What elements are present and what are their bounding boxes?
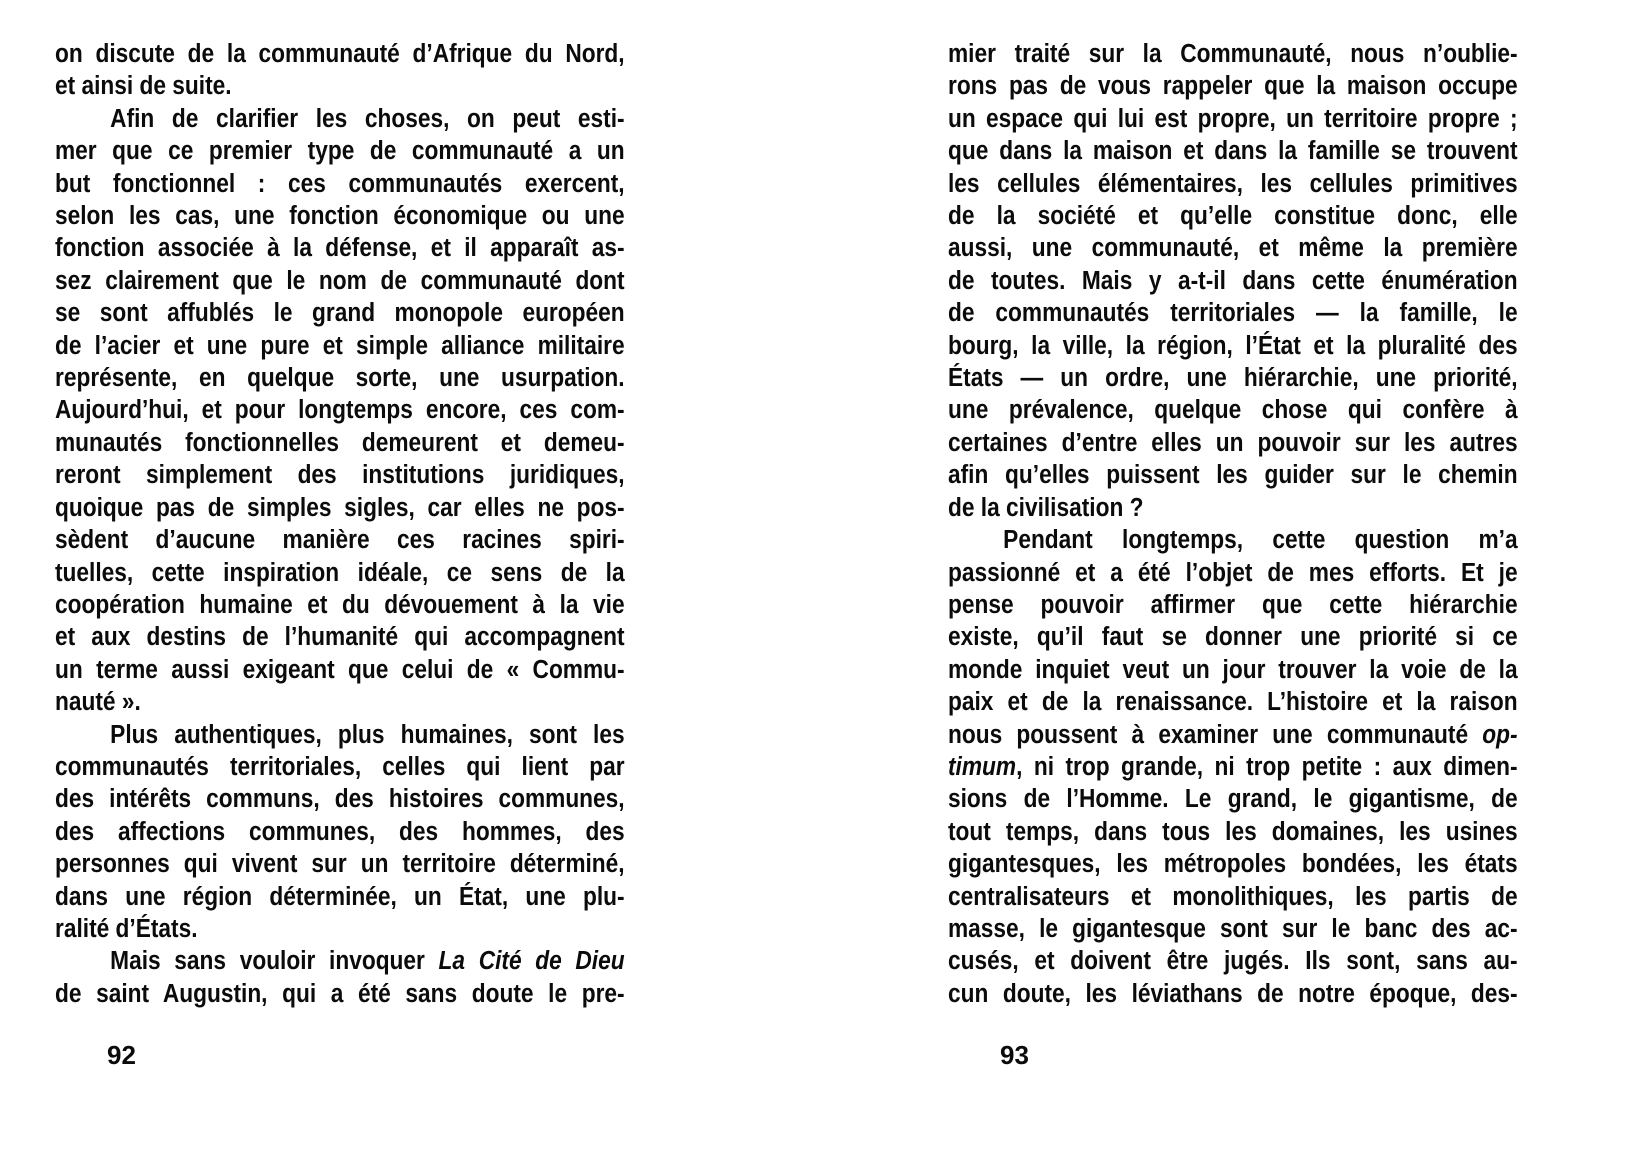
text-segment: coopération humaine et du dévouement à la vie bbox=[55, 590, 625, 619]
text-line bbox=[948, 265, 1518, 297]
text-segment: tuelles, cette inspiration idéale, ce sens de la bbox=[55, 558, 625, 587]
text-line bbox=[55, 103, 625, 135]
text-line bbox=[948, 168, 1518, 200]
text-segment: cun doute, les léviathans de notre époque, des- bbox=[948, 979, 1518, 1008]
text-segment: une prévalence, quelque chose qui confère à bbox=[948, 396, 1518, 425]
text-line bbox=[948, 719, 1518, 751]
text-segment: afin qu’elles puissent les guider sur le chemin bbox=[948, 461, 1518, 490]
paragraph bbox=[55, 719, 625, 946]
paragraph bbox=[55, 38, 625, 103]
text-segment: centralisateurs et monolithiques, les partis de bbox=[948, 882, 1518, 911]
text-line bbox=[948, 783, 1518, 815]
text-line bbox=[948, 297, 1518, 329]
text-line bbox=[55, 881, 625, 913]
text-segment: Plus authentiques, plus humaines, sont les bbox=[110, 720, 625, 749]
text-line bbox=[55, 589, 625, 621]
text-segment: sez clairement que le nom de communauté dont bbox=[55, 266, 625, 295]
text-line bbox=[55, 38, 625, 70]
text-line bbox=[55, 427, 625, 459]
paragraph bbox=[55, 945, 625, 1010]
text-line bbox=[55, 265, 625, 297]
text-segment: Aujourd’hui, et pour longtemps encore, ces com- bbox=[55, 396, 625, 425]
text-line bbox=[55, 978, 625, 1010]
text-line bbox=[55, 621, 625, 653]
text-segment: selon les cas, une fonction économique ou une bbox=[55, 202, 625, 231]
text-segment: but fonctionnel : ces communautés exercent, bbox=[55, 169, 625, 198]
text-segment: sèdent d’aucune manière ces racines spiri- bbox=[55, 526, 625, 555]
text-segment: mier traité sur la Communauté, nous n’oublie- bbox=[948, 40, 1518, 68]
text-line bbox=[55, 686, 625, 718]
text-line bbox=[948, 394, 1518, 426]
text-segment: paix et de la renaissance. L’histoire et la raison bbox=[948, 688, 1518, 717]
text-line bbox=[55, 945, 625, 977]
text-segment: rons pas de vous rappeler que la maison occupe bbox=[948, 72, 1518, 101]
text-line bbox=[948, 654, 1518, 686]
text-segment: se sont affublés le grand monopole européen bbox=[55, 299, 625, 328]
text-line bbox=[55, 330, 625, 362]
text-line bbox=[948, 816, 1518, 848]
italic-text: op- bbox=[1482, 720, 1518, 749]
text-segment: quoique pas de simples sigles, car elles ne pos- bbox=[55, 493, 625, 522]
text-line bbox=[55, 362, 625, 394]
text-segment: représente, en quelque sorte, une usurpation. bbox=[55, 364, 625, 393]
text-line bbox=[55, 848, 625, 880]
text-segment: les cellules élémentaires, les cellules primitives bbox=[948, 169, 1518, 198]
text-line bbox=[948, 945, 1518, 977]
text-line bbox=[55, 719, 625, 751]
text-segment: de la civilisation ? bbox=[948, 493, 1144, 522]
text-segment: on discute de la communauté d’Afrique du Nord, bbox=[55, 40, 625, 68]
paragraph bbox=[948, 524, 1518, 1010]
text-line bbox=[55, 557, 625, 589]
text-line bbox=[55, 783, 625, 815]
text-segment: Mais sans vouloir invoquer bbox=[110, 947, 439, 976]
italic-text: timum bbox=[948, 752, 1017, 781]
text-line bbox=[55, 913, 625, 945]
text-segment: aussi, une communauté, et même la première bbox=[948, 234, 1518, 263]
text-line bbox=[55, 394, 625, 426]
text-segment: un terme aussi exigeant que celui de « Commu- bbox=[55, 655, 625, 684]
text-segment: que dans la maison et dans la famille se trouvent bbox=[948, 137, 1518, 166]
text-segment: un espace qui lui est propre, un territoire propre ; bbox=[948, 104, 1518, 133]
text-line bbox=[55, 70, 625, 102]
text-segment: personnes qui vivent sur un territoire déterminé, bbox=[55, 850, 625, 879]
text-segment: Afin de clarifier les choses, on peut esti- bbox=[110, 104, 625, 133]
text-line bbox=[948, 200, 1518, 232]
text-segment: des affections communes, des hommes, des bbox=[55, 817, 625, 846]
text-segment: de saint Augustin, qui a été sans doute le pre- bbox=[55, 979, 625, 1008]
paragraph bbox=[948, 38, 1518, 524]
text-line bbox=[948, 913, 1518, 945]
italic-text: La Cité de Dieu bbox=[438, 947, 625, 976]
text-line bbox=[55, 135, 625, 167]
text-segment: nauté ». bbox=[55, 688, 141, 717]
text-segment: certaines d’entre elles un pouvoir sur les autres bbox=[948, 428, 1518, 457]
text-segment: de toutes. Mais y a-t-il dans cette énumération bbox=[948, 266, 1518, 295]
page-left bbox=[55, 38, 695, 1010]
text-segment: , ni trop grande, ni trop petite : aux dimen- bbox=[1016, 752, 1518, 781]
text-line bbox=[948, 881, 1518, 913]
text-line bbox=[55, 492, 625, 524]
paragraph bbox=[55, 103, 625, 719]
text-line bbox=[55, 297, 625, 329]
text-line bbox=[948, 459, 1518, 491]
text-line bbox=[948, 557, 1518, 589]
text-segment: et aux destins de l’humanité qui accompagnent bbox=[55, 623, 625, 652]
text-line bbox=[55, 654, 625, 686]
text-line bbox=[948, 751, 1518, 783]
text-segment: États — un ordre, une hiérarchie, une priorité, bbox=[948, 364, 1518, 393]
text-line bbox=[948, 427, 1518, 459]
text-line bbox=[948, 362, 1518, 394]
text-segment: de communautés territoriales — la famille, le bbox=[948, 299, 1518, 328]
text-segment: munautés fonctionnelles demeurent et demeu- bbox=[55, 428, 625, 457]
text-segment: et ainsi de suite. bbox=[55, 72, 232, 101]
text-line bbox=[948, 492, 1518, 524]
page-right-text bbox=[948, 38, 1518, 1010]
text-line bbox=[55, 524, 625, 556]
text-segment: mer que ce premier type de communauté a un bbox=[55, 137, 625, 166]
text-line bbox=[55, 816, 625, 848]
text-line bbox=[55, 459, 625, 491]
text-line bbox=[55, 200, 625, 232]
text-segment: communautés territoriales, celles qui lient par bbox=[55, 752, 625, 781]
text-line bbox=[948, 70, 1518, 102]
text-segment: monde inquiet veut un jour trouver la voie de la bbox=[948, 655, 1518, 684]
text-segment: bourg, la ville, la région, l’État et la pluralité des bbox=[948, 331, 1518, 360]
text-line bbox=[948, 330, 1518, 362]
text-segment: dans une région déterminée, un État, une plu- bbox=[55, 882, 625, 911]
text-line bbox=[948, 38, 1518, 70]
text-segment: Pendant longtemps, cette question m’a bbox=[1003, 526, 1518, 555]
text-line bbox=[55, 751, 625, 783]
text-line bbox=[948, 232, 1518, 264]
page-right bbox=[948, 38, 1588, 1010]
text-line bbox=[55, 232, 625, 264]
text-segment: gigantesques, les métropoles bondées, les états bbox=[948, 850, 1518, 879]
text-segment: nous poussent à examiner une communauté bbox=[948, 720, 1483, 749]
text-segment: de la société et qu’elle constitue donc, elle bbox=[948, 202, 1518, 231]
text-segment: fonction associée à la défense, et il apparaît as- bbox=[55, 234, 625, 263]
text-line bbox=[948, 589, 1518, 621]
text-line bbox=[55, 168, 625, 200]
text-segment: passionné et a été l’objet de mes efforts. Et je bbox=[948, 558, 1518, 587]
page-left-text bbox=[55, 38, 625, 1010]
text-segment: cusés, et doivent être jugés. Ils sont, sans au- bbox=[948, 947, 1518, 976]
text-line bbox=[948, 135, 1518, 167]
page-number-right: 93 bbox=[1000, 1040, 1029, 1070]
text-segment: de l’acier et une pure et simple alliance militaire bbox=[55, 331, 625, 360]
text-segment: ralité d’États. bbox=[55, 914, 198, 943]
text-line bbox=[948, 524, 1518, 556]
text-segment: des intérêts communs, des histoires communes, bbox=[55, 785, 625, 814]
text-line bbox=[948, 621, 1518, 653]
text-line bbox=[948, 103, 1518, 135]
text-segment: existe, qu’il faut se donner une priorité si ce bbox=[948, 623, 1518, 652]
text-line bbox=[948, 686, 1518, 718]
text-line bbox=[948, 978, 1518, 1010]
text-segment: pense pouvoir affirmer que cette hiérarchie bbox=[948, 590, 1518, 619]
text-segment: reront simplement des institutions juridiques, bbox=[55, 461, 625, 490]
page-number-left: 92 bbox=[107, 1040, 136, 1070]
text-segment: masse, le gigantesque sont sur le banc des ac- bbox=[948, 914, 1518, 943]
text-segment: sions de l’Homme. Le grand, le gigantisme, de bbox=[948, 785, 1518, 814]
text-segment: tout temps, dans tous les domaines, les usines bbox=[948, 817, 1518, 846]
text-line bbox=[948, 848, 1518, 880]
